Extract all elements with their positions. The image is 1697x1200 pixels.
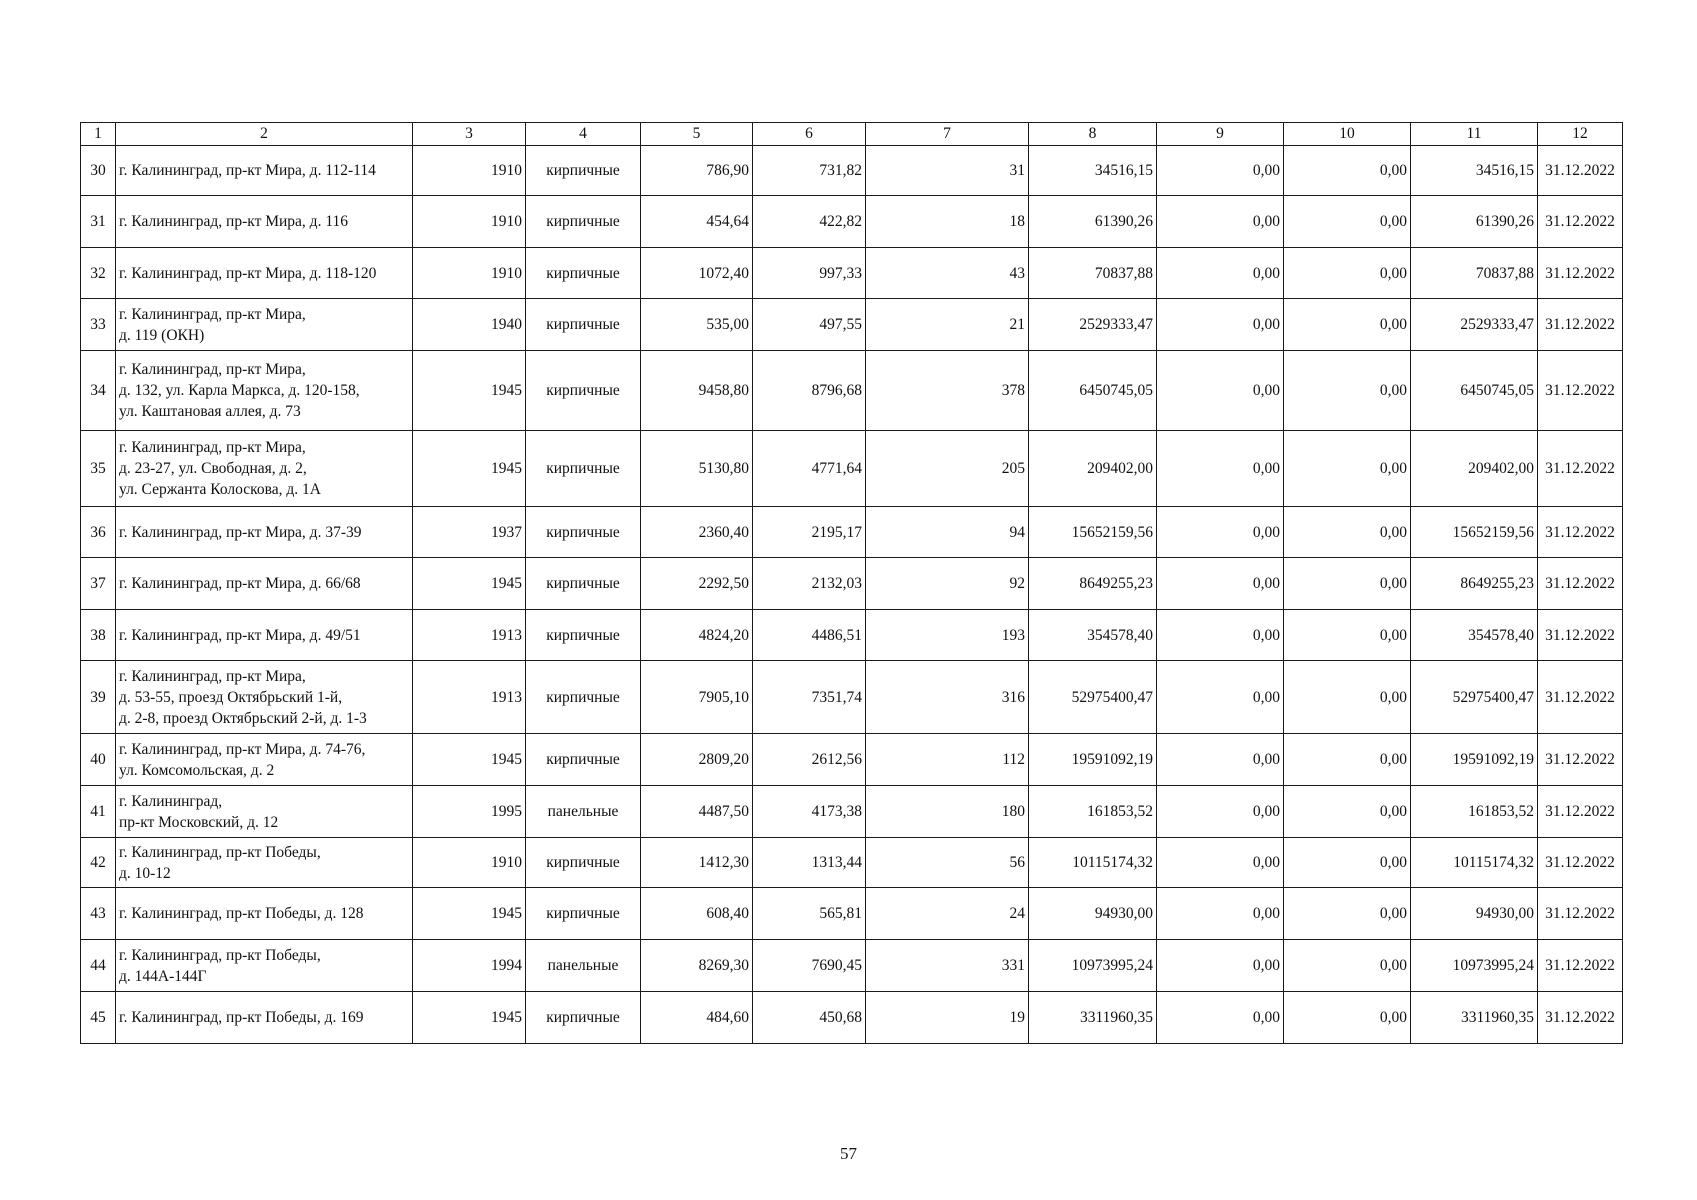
- residents-cell: 31: [866, 146, 1029, 196]
- build-year-cell: 1913: [413, 610, 526, 661]
- living-area-cell: 2132,03: [753, 558, 866, 610]
- column-11-cell: 19591092,19: [1411, 734, 1538, 786]
- wall-material-cell: кирпичные: [526, 146, 641, 196]
- table-row: [81, 196, 1623, 248]
- wall-material-cell: кирпичные: [526, 299, 641, 351]
- total-area-cell: 2360,40: [641, 507, 753, 558]
- completion-date-cell: 31.12.2022: [1538, 838, 1623, 888]
- column-11-cell: 6450745,05: [1411, 351, 1538, 431]
- wall-material-cell: кирпичные: [526, 888, 641, 940]
- build-year-cell: 1937: [413, 507, 526, 558]
- column-9-cell: 0,00: [1157, 431, 1284, 507]
- row-number: 34: [81, 351, 116, 431]
- completion-date-cell: 31.12.2022: [1538, 248, 1623, 299]
- column-11-cell: 3311960,35: [1411, 992, 1538, 1044]
- column-9-cell: 0,00: [1157, 786, 1284, 838]
- row-number: 44: [81, 940, 116, 992]
- column-10-cell: 0,00: [1284, 299, 1411, 351]
- row-number: 43: [81, 888, 116, 940]
- column-9-cell: 0,00: [1157, 248, 1284, 299]
- column-11-cell: 61390,26: [1411, 196, 1538, 248]
- wall-material-cell: кирпичные: [526, 734, 641, 786]
- build-year-cell: 1945: [413, 351, 526, 431]
- column-11-cell: 354578,40: [1411, 610, 1538, 661]
- table-header: [81, 123, 1623, 146]
- cost-total-cell: 70837,88: [1029, 248, 1157, 299]
- completion-date-cell: 31.12.2022: [1538, 299, 1623, 351]
- column-9-cell: 0,00: [1157, 299, 1284, 351]
- table-row: [81, 558, 1623, 610]
- wall-material-cell: кирпичные: [526, 610, 641, 661]
- build-year-cell: 1910: [413, 196, 526, 248]
- residents-cell: 193: [866, 610, 1029, 661]
- build-year-cell: 1913: [413, 661, 526, 734]
- cost-total-cell: 15652159,56: [1029, 507, 1157, 558]
- cost-total-cell: 2529333,47: [1029, 299, 1157, 351]
- total-area-cell: 454,64: [641, 196, 753, 248]
- address-cell: г. Калининград, пр-кт Победы, д. 169: [116, 992, 413, 1044]
- column-10-cell: 0,00: [1284, 248, 1411, 299]
- table-row: [81, 431, 1623, 507]
- residents-cell: 92: [866, 558, 1029, 610]
- address-cell: г. Калининград, пр-кт Победы, д. 144А-144Г: [116, 940, 413, 992]
- row-number: 39: [81, 661, 116, 734]
- living-area-cell: 997,33: [753, 248, 866, 299]
- column-header-8: 8: [1029, 123, 1157, 146]
- residents-cell: 43: [866, 248, 1029, 299]
- address-cell: г. Калининград, пр-кт Мира, д. 23-27, ул. Свободная, д. 2, ул. Сержанта Колоскова, д. 1А: [116, 431, 413, 507]
- total-area-cell: 4824,20: [641, 610, 753, 661]
- completion-date-cell: 31.12.2022: [1538, 146, 1623, 196]
- column-10-cell: 0,00: [1284, 992, 1411, 1044]
- address-cell: г. Калининград, пр-кт Мира, д. 116: [116, 196, 413, 248]
- living-area-cell: 4771,64: [753, 431, 866, 507]
- cost-total-cell: 10115174,32: [1029, 838, 1157, 888]
- cost-total-cell: 52975400,47: [1029, 661, 1157, 734]
- residents-cell: 180: [866, 786, 1029, 838]
- address-cell: г. Калининград, пр-кт Победы, д. 10-12: [116, 838, 413, 888]
- column-9-cell: 0,00: [1157, 558, 1284, 610]
- column-11-cell: 2529333,47: [1411, 299, 1538, 351]
- column-9-cell: 0,00: [1157, 838, 1284, 888]
- row-number: 37: [81, 558, 116, 610]
- column-9-cell: 0,00: [1157, 196, 1284, 248]
- residents-cell: 378: [866, 351, 1029, 431]
- column-10-cell: 0,00: [1284, 351, 1411, 431]
- column-header-11: 11: [1411, 123, 1538, 146]
- table-row: [81, 940, 1623, 992]
- table-row: [81, 888, 1623, 940]
- total-area-cell: 2292,50: [641, 558, 753, 610]
- build-year-cell: 1945: [413, 734, 526, 786]
- row-number: 40: [81, 734, 116, 786]
- completion-date-cell: 31.12.2022: [1538, 507, 1623, 558]
- address-cell: г. Калининград, пр-кт Мира, д. 53-55, проезд Октябрьский 1-й, д. 2-8, проезд Октябрьский 2-й, д. 1-3: [116, 661, 413, 734]
- address-cell: г. Калининград, пр-кт Мира, д. 118-120: [116, 248, 413, 299]
- column-10-cell: 0,00: [1284, 610, 1411, 661]
- living-area-cell: 1313,44: [753, 838, 866, 888]
- column-9-cell: 0,00: [1157, 146, 1284, 196]
- column-header-12: 12: [1538, 123, 1623, 146]
- total-area-cell: 1072,40: [641, 248, 753, 299]
- total-area-cell: 1412,30: [641, 838, 753, 888]
- build-year-cell: 1940: [413, 299, 526, 351]
- completion-date-cell: 31.12.2022: [1538, 940, 1623, 992]
- living-area-cell: 4486,51: [753, 610, 866, 661]
- total-area-cell: 608,40: [641, 888, 753, 940]
- column-10-cell: 0,00: [1284, 734, 1411, 786]
- column-10-cell: 0,00: [1284, 786, 1411, 838]
- row-number: 33: [81, 299, 116, 351]
- column-header-4: 4: [526, 123, 641, 146]
- row-number: 31: [81, 196, 116, 248]
- column-header-7: 7: [866, 123, 1029, 146]
- address-cell: г. Калининград, пр-кт Мира, д. 112-114: [116, 146, 413, 196]
- cost-total-cell: 19591092,19: [1029, 734, 1157, 786]
- cost-total-cell: 10973995,24: [1029, 940, 1157, 992]
- living-area-cell: 565,81: [753, 888, 866, 940]
- residents-cell: 94: [866, 507, 1029, 558]
- living-area-cell: 7351,74: [753, 661, 866, 734]
- living-area-cell: 8796,68: [753, 351, 866, 431]
- residents-cell: 316: [866, 661, 1029, 734]
- cost-total-cell: 354578,40: [1029, 610, 1157, 661]
- address-cell: г. Калининград, пр-кт Мира, д. 132, ул. Карла Маркса, д. 120-158, ул. Каштановая аллея, д. 73: [116, 351, 413, 431]
- total-area-cell: 786,90: [641, 146, 753, 196]
- column-9-cell: 0,00: [1157, 734, 1284, 786]
- column-11-cell: 94930,00: [1411, 888, 1538, 940]
- column-9-cell: 0,00: [1157, 888, 1284, 940]
- total-area-cell: 484,60: [641, 992, 753, 1044]
- build-year-cell: 1945: [413, 888, 526, 940]
- wall-material-cell: кирпичные: [526, 558, 641, 610]
- column-10-cell: 0,00: [1284, 940, 1411, 992]
- total-area-cell: 4487,50: [641, 786, 753, 838]
- column-11-cell: 52975400,47: [1411, 661, 1538, 734]
- completion-date-cell: 31.12.2022: [1538, 196, 1623, 248]
- address-cell: г. Калининград, пр-кт Мира, д. 37-39: [116, 507, 413, 558]
- residents-cell: 21: [866, 299, 1029, 351]
- column-header-3: 3: [413, 123, 526, 146]
- total-area-cell: 9458,80: [641, 351, 753, 431]
- row-number: 35: [81, 431, 116, 507]
- column-10-cell: 0,00: [1284, 888, 1411, 940]
- wall-material-cell: кирпичные: [526, 661, 641, 734]
- column-10-cell: 0,00: [1284, 196, 1411, 248]
- table-row: [81, 838, 1623, 888]
- address-cell: г. Калининград, пр-кт Мира, д. 66/68: [116, 558, 413, 610]
- row-number: 36: [81, 507, 116, 558]
- wall-material-cell: кирпичные: [526, 351, 641, 431]
- living-area-cell: 2195,17: [753, 507, 866, 558]
- completion-date-cell: 31.12.2022: [1538, 888, 1623, 940]
- living-area-cell: 497,55: [753, 299, 866, 351]
- completion-date-cell: 31.12.2022: [1538, 610, 1623, 661]
- build-year-cell: 1945: [413, 992, 526, 1044]
- column-header-2: 2: [116, 123, 413, 146]
- column-9-cell: 0,00: [1157, 610, 1284, 661]
- table-body: [81, 146, 1623, 1044]
- residents-cell: 205: [866, 431, 1029, 507]
- row-number: 32: [81, 248, 116, 299]
- table-row: [81, 610, 1623, 661]
- row-number: 30: [81, 146, 116, 196]
- completion-date-cell: 31.12.2022: [1538, 431, 1623, 507]
- column-header-1: 1: [81, 123, 116, 146]
- column-11-cell: 209402,00: [1411, 431, 1538, 507]
- table-row: [81, 299, 1623, 351]
- cost-total-cell: 34516,15: [1029, 146, 1157, 196]
- total-area-cell: 535,00: [641, 299, 753, 351]
- row-number: 45: [81, 992, 116, 1044]
- total-area-cell: 7905,10: [641, 661, 753, 734]
- cost-total-cell: 161853,52: [1029, 786, 1157, 838]
- build-year-cell: 1910: [413, 248, 526, 299]
- cost-total-cell: 6450745,05: [1029, 351, 1157, 431]
- wall-material-cell: кирпичные: [526, 196, 641, 248]
- table-row: [81, 786, 1623, 838]
- column-10-cell: 0,00: [1284, 838, 1411, 888]
- column-header-10: 10: [1284, 123, 1411, 146]
- column-9-cell: 0,00: [1157, 507, 1284, 558]
- column-11-cell: 70837,88: [1411, 248, 1538, 299]
- address-cell: г. Калининград, пр-кт Мира, д. 49/51: [116, 610, 413, 661]
- address-cell: г. Калининград, пр-кт Мира, д. 74-76, ул. Комсомольская, д. 2: [116, 734, 413, 786]
- completion-date-cell: 31.12.2022: [1538, 734, 1623, 786]
- table-row: [81, 351, 1623, 431]
- living-area-cell: 2612,56: [753, 734, 866, 786]
- row-number: 41: [81, 786, 116, 838]
- build-year-cell: 1945: [413, 558, 526, 610]
- column-11-cell: 34516,15: [1411, 146, 1538, 196]
- living-area-cell: 7690,45: [753, 940, 866, 992]
- column-10-cell: 0,00: [1284, 146, 1411, 196]
- table-row: [81, 507, 1623, 558]
- table-row: [81, 734, 1623, 786]
- column-header-5: 5: [641, 123, 753, 146]
- column-9-cell: 0,00: [1157, 992, 1284, 1044]
- column-10-cell: 0,00: [1284, 431, 1411, 507]
- cost-total-cell: 94930,00: [1029, 888, 1157, 940]
- column-11-cell: 10115174,32: [1411, 838, 1538, 888]
- build-year-cell: 1995: [413, 786, 526, 838]
- cost-total-cell: 209402,00: [1029, 431, 1157, 507]
- column-10-cell: 0,00: [1284, 507, 1411, 558]
- address-cell: г. Калининград, пр-кт Победы, д. 128: [116, 888, 413, 940]
- table-row: [81, 661, 1623, 734]
- completion-date-cell: 31.12.2022: [1538, 558, 1623, 610]
- residents-cell: 331: [866, 940, 1029, 992]
- build-year-cell: 1945: [413, 431, 526, 507]
- residents-cell: 19: [866, 992, 1029, 1044]
- column-header-6: 6: [753, 123, 866, 146]
- wall-material-cell: панельные: [526, 786, 641, 838]
- column-11-cell: 8649255,23: [1411, 558, 1538, 610]
- cost-total-cell: 8649255,23: [1029, 558, 1157, 610]
- column-10-cell: 0,00: [1284, 661, 1411, 734]
- residents-cell: 56: [866, 838, 1029, 888]
- column-11-cell: 161853,52: [1411, 786, 1538, 838]
- wall-material-cell: кирпичные: [526, 507, 641, 558]
- address-cell: г. Калининград, пр-кт Московский, д. 12: [116, 786, 413, 838]
- completion-date-cell: 31.12.2022: [1538, 786, 1623, 838]
- wall-material-cell: кирпичные: [526, 838, 641, 888]
- total-area-cell: 2809,20: [641, 734, 753, 786]
- total-area-cell: 8269,30: [641, 940, 753, 992]
- wall-material-cell: кирпичные: [526, 248, 641, 299]
- housing-registry-table: [80, 122, 1623, 1044]
- residents-cell: 18: [866, 196, 1029, 248]
- column-9-cell: 0,00: [1157, 940, 1284, 992]
- wall-material-cell: панельные: [526, 940, 641, 992]
- living-area-cell: 450,68: [753, 992, 866, 1044]
- page-number: 57: [840, 1144, 857, 1163]
- table-row: [81, 992, 1623, 1044]
- wall-material-cell: кирпичные: [526, 992, 641, 1044]
- row-number: 38: [81, 610, 116, 661]
- living-area-cell: 731,82: [753, 146, 866, 196]
- table-row: [81, 248, 1623, 299]
- column-11-cell: 10973995,24: [1411, 940, 1538, 992]
- column-9-cell: 0,00: [1157, 661, 1284, 734]
- column-11-cell: 15652159,56: [1411, 507, 1538, 558]
- living-area-cell: 422,82: [753, 196, 866, 248]
- build-year-cell: 1994: [413, 940, 526, 992]
- column-header-9: 9: [1157, 123, 1284, 146]
- wall-material-cell: кирпичные: [526, 431, 641, 507]
- total-area-cell: 5130,80: [641, 431, 753, 507]
- residents-cell: 112: [866, 734, 1029, 786]
- build-year-cell: 1910: [413, 838, 526, 888]
- column-9-cell: 0,00: [1157, 351, 1284, 431]
- residents-cell: 24: [866, 888, 1029, 940]
- header-row: [81, 123, 1623, 146]
- completion-date-cell: 31.12.2022: [1538, 661, 1623, 734]
- cost-total-cell: 3311960,35: [1029, 992, 1157, 1044]
- build-year-cell: 1910: [413, 146, 526, 196]
- completion-date-cell: 31.12.2022: [1538, 992, 1623, 1044]
- living-area-cell: 4173,38: [753, 786, 866, 838]
- address-cell: г. Калининград, пр-кт Мира, д. 119 (ОКН): [116, 299, 413, 351]
- row-number: 42: [81, 838, 116, 888]
- cost-total-cell: 61390,26: [1029, 196, 1157, 248]
- completion-date-cell: 31.12.2022: [1538, 351, 1623, 431]
- column-10-cell: 0,00: [1284, 558, 1411, 610]
- table-row: [81, 146, 1623, 196]
